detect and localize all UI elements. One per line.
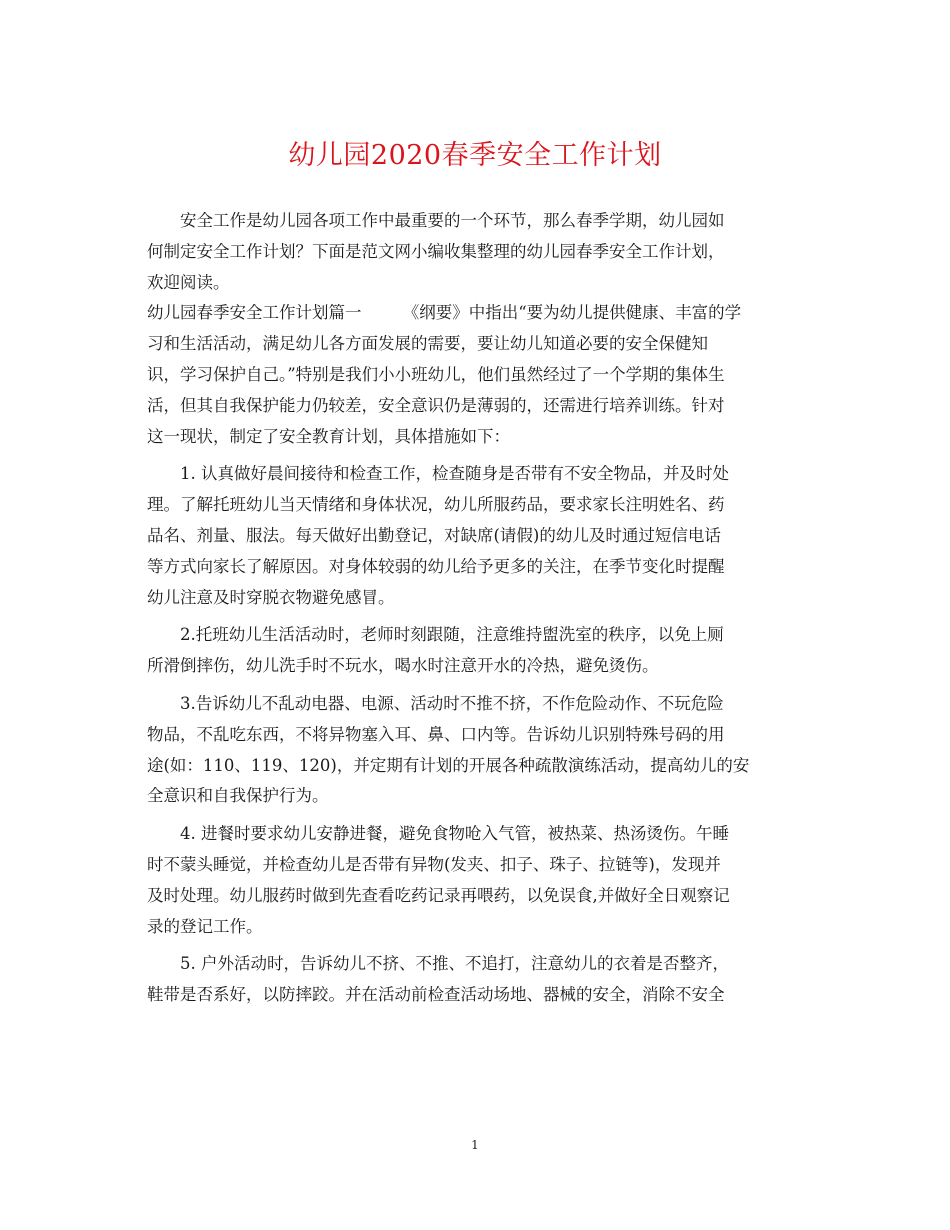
text-line: 所滑倒摔伤，幼儿洗手时不玩水，喝水时注意开水的冷热，避免烫伤。 [147, 656, 659, 676]
text-line: 习和生活活动，满足幼儿各方面发展的需要，要让幼儿知道必要的安全保健知 [147, 334, 708, 354]
paragraph-item-1 [147, 459, 807, 613]
text-line: 活，但其自我保护能力仍较差，安全意识仍是薄弱的，还需进行培养训练。针对 [147, 395, 725, 415]
paragraph-intro [147, 206, 807, 298]
text-line: 安全工作是幼儿园各项工作中最重要的一个环节，那么春季学期，幼儿园如 [147, 211, 725, 230]
text-line: 欢迎阅读。 [147, 272, 230, 292]
document-body [147, 206, 807, 1011]
page-number: 1 [471, 1138, 479, 1152]
text-line: 理。了解托班幼儿当天情绪和身体状况，幼儿所服药品，要求家长注明姓名、药 [147, 495, 725, 515]
text-line: 4. 进餐时要求幼儿安静进餐，避免食物呛入气管，被热菜、热汤烫伤。午睡 [147, 824, 729, 844]
text-line: 录的登记工作。 [147, 916, 263, 936]
paragraph-plan-part-one [147, 298, 807, 452]
text-line: 3.告诉幼儿不乱动电器、电源、活动时不推不挤，不作危险动作、不玩危险 [147, 693, 724, 713]
document-title: 幼儿园2020春季安全工作计划 [288, 140, 662, 171]
paragraph-item-2 [147, 620, 807, 682]
text-line: 幼儿注意及时穿脱衣物避免感冒。 [147, 587, 395, 607]
text-line: 5. 户外活动时，告诉幼儿不挤、不推、不追打，注意幼儿的衣着是否整齐， [147, 954, 729, 974]
paragraph-item-4 [147, 819, 807, 942]
text-line: 及时处理。幼儿服药时做到先查看吃药记录再喂药，以免误食,并做好全日观察记 [147, 885, 730, 905]
text-line: 鞋带是否系好，以防摔跤。并在活动前检查活动场地、器械的安全，消除不安全 [147, 985, 725, 1005]
text-line: 识，学习保护自己。”特别是我们小小班幼儿，他们虽然经过了一个学期的集体生 [147, 364, 725, 384]
text-line: 时不蒙头睡觉，并检查幼儿是否带有异物(发夹、扣子、珠子、拉链等)，发现并 [147, 854, 721, 874]
text-line: 这一现状，制定了安全教育计划，具体措施如下： [147, 426, 510, 446]
text-line: 幼儿园春季安全工作计划篇一 《纲要》中指出“要为幼儿提供健康、丰富的学 [147, 303, 742, 323]
paragraph-item-5 [147, 949, 807, 1011]
text-line: 等方式向家长了解原因。对身体较弱的幼儿给予更多的关注，在季节变化时提醒 [147, 556, 725, 576]
text-line: 途(如：110、119、120)，并定期有计划的开展各种疏散演练活动，提高幼儿的安 [147, 755, 750, 775]
text-line: 1. 认真做好晨间接待和检查工作，检查随身是否带有不安全物品，并及时处 [147, 464, 729, 484]
text-line: 品名、剂量、服法。每天做好出勤登记，对缺席(请假)的幼儿及时通过短信电话 [147, 525, 721, 545]
text-line: 物品，不乱吃东西，不将异物塞入耳、鼻、口内等。告诉幼儿识别特殊号码的用 [147, 724, 725, 744]
text-line: 全意识和自我保护行为。 [147, 786, 329, 806]
paragraph-item-3 [147, 689, 807, 812]
text-line: 2.托班幼儿生活活动时，老师时刻跟随，注意维持盥洗室的秩序，以免上厕 [147, 625, 724, 645]
text-line: 何制定安全工作计划？下面是范文网小编收集整理的幼儿园春季安全工作计划， [147, 241, 725, 261]
